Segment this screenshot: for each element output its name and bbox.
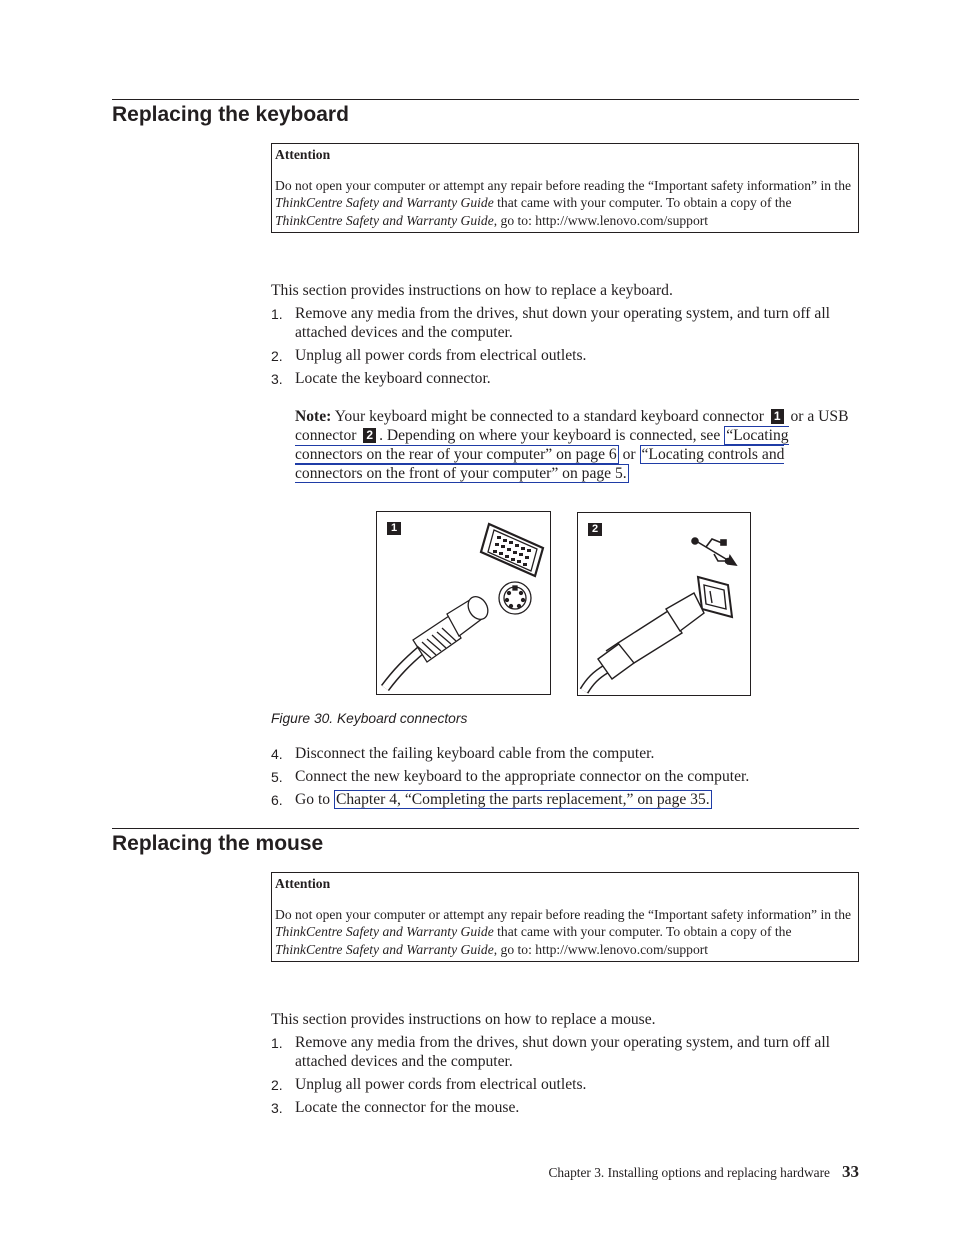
intro-text: This section provides instructions on how to replace a mouse.: [271, 1011, 656, 1028]
list-item: 1. Remove any media from the drives, shut down your operating system, and turn off all attached devices and the computer.: [271, 1034, 830, 1070]
attention-box: [271, 143, 859, 233]
attention-title: Attention: [275, 876, 331, 891]
section-heading-keyboard: Replacing the keyboard: [112, 103, 349, 126]
note: Note: Your keyboard might be connected to a standard keyboard connector 1 or a USB connector 2 . Depending on where your keyboard is connected, see “Locating connectors on the rear of your computer” on page 6 or “Locating controls and connectors on the front of your computer” on page 5.: [295, 408, 849, 482]
page-number: 33: [842, 1162, 859, 1181]
ps2-plug: [385, 593, 492, 688]
list-item: 3. Locate the connector for the mouse.: [271, 1099, 520, 1116]
figure-caption: Figure 30. Keyboard connectors: [271, 711, 468, 726]
figure-tag-2: 2: [588, 523, 602, 536]
usb-icon: [692, 538, 736, 565]
footer-chapter: Chapter 3. Installing options and replacing hardware: [548, 1165, 830, 1180]
list-item: 4. Disconnect the failing keyboard cable from the computer.: [271, 745, 655, 762]
attention-title: Attention: [275, 147, 331, 162]
list-item: 1. Remove any media from the drives, shut down your operating system, and turn off all attached devices and the computer.: [271, 305, 830, 341]
attention-text: Do not open your computer or attempt any repair before reading the “Important safety information” in the ThinkCentre Safety and Warranty Guide that came with your computer. To obtain a copy of the ThinkCentre Safety and Warranty Guide, go to: http://www.lenovo.com/support: [275, 907, 852, 957]
section-divider: [112, 99, 859, 100]
guide-title: ThinkCentre Safety and Warranty Guide: [275, 212, 494, 228]
link-rear-connectors[interactable]: “Locating connectors on the rear of your computer” on page 6: [295, 427, 789, 463]
attention-box: [271, 872, 859, 962]
intro-text: This section provides instructions on how to replace a keyboard.: [271, 282, 673, 299]
section-divider: [112, 828, 859, 829]
list-item: 3. Locate the keyboard connector.: [271, 370, 491, 387]
list-item: 5. Connect the new keyboard to the appropriate connector on the computer.: [271, 768, 750, 785]
page-footer: [549, 1163, 860, 1182]
link-chapter-4[interactable]: Chapter 4, “Completing the parts replacement,” on page 35.: [335, 791, 710, 808]
list-item: 2. Unplug all power cords from electrical outlets.: [271, 347, 587, 364]
section-heading-mouse: Replacing the mouse: [112, 832, 324, 855]
callout-1: 1: [771, 409, 784, 424]
link-front-connectors[interactable]: “Locating controls and connectors on the front of your computer” on page 5.: [295, 446, 785, 482]
ps2-port: [499, 582, 531, 614]
keyboard-icon: [481, 524, 543, 576]
guide-title: ThinkCentre Safety and Warranty Guide: [275, 195, 494, 211]
ps2-connector-illustration: [377, 512, 550, 694]
attention-text: Do not open your computer or attempt any repair before reading the “Important safety information” in the ThinkCentre Safety and Warranty Guide that came with your computer. To obtain a copy of the ThinkCentre Safety and Warranty Guide, go to: http://www.lenovo.com/support: [275, 178, 852, 228]
usb-plug: [584, 593, 704, 691]
guide-title: ThinkCentre Safety and Warranty Guide: [275, 924, 494, 940]
callout-2: 2: [363, 428, 376, 443]
usb-connector-illustration: [578, 513, 750, 695]
list-item: 2. Unplug all power cords from electrical outlets.: [271, 1076, 587, 1093]
guide-title: ThinkCentre Safety and Warranty Guide: [275, 941, 494, 957]
figure-usb-connector: [577, 512, 751, 696]
list-item: 6. Go to Chapter 4, “Completing the parts replacement,” on page 35.: [271, 791, 710, 808]
note-label: Note:: [295, 408, 332, 425]
figure-keyboard-connector: [376, 511, 551, 695]
figure-tag-1: 1: [387, 522, 401, 535]
